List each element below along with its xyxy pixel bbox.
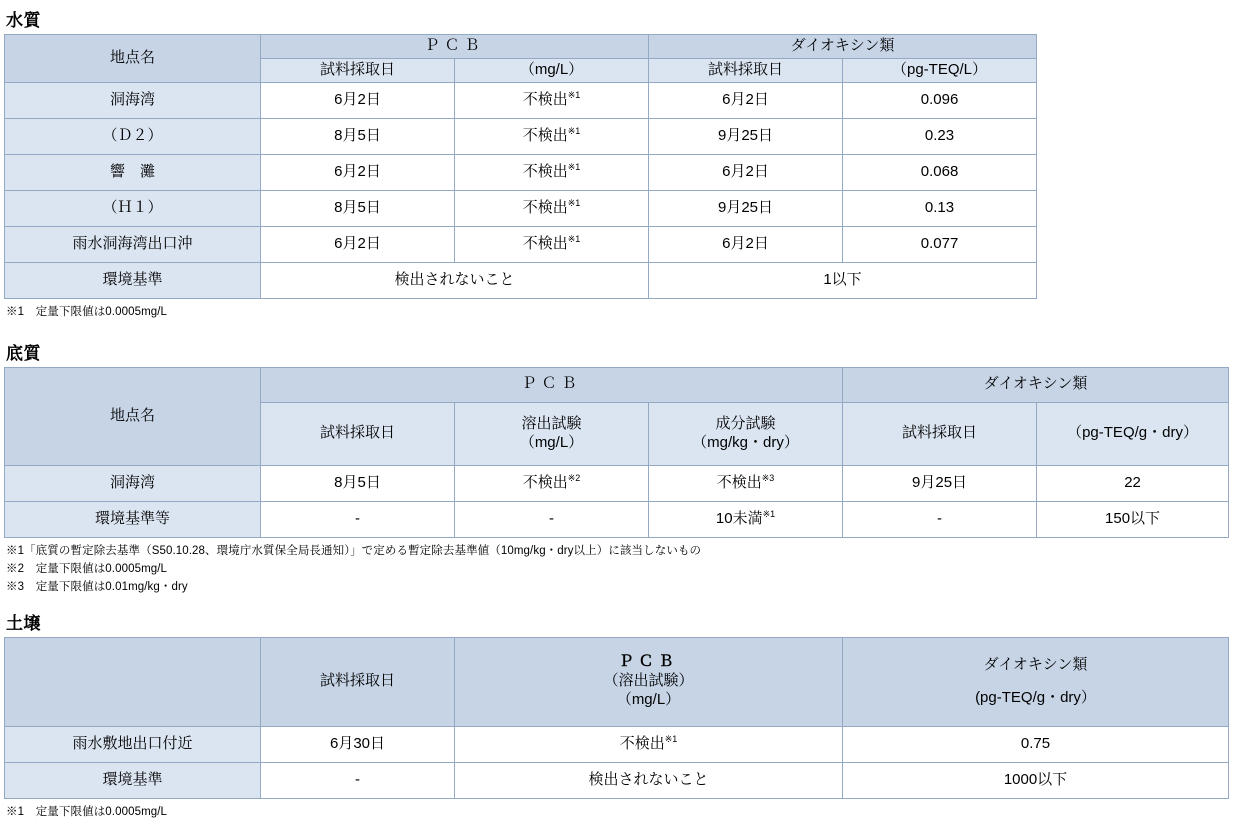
cell-pcb-date: 6月2日 — [261, 154, 455, 190]
note-sediment-3: ※3 定量下限値は0.01mg/kg・dry — [6, 581, 188, 594]
cell-dioxin-value: 0.23 — [843, 118, 1037, 154]
header-content-test — [649, 402, 843, 465]
footnote-marker: ※1 — [567, 233, 581, 244]
cell-dioxin-value: 0.068 — [843, 154, 1037, 190]
row-label-site: 雨水敷地出口付近 — [5, 726, 261, 762]
cell-pcb-value — [455, 154, 649, 190]
cell-standard-date: - — [261, 762, 455, 798]
row-site-code: （Ｈ１） — [102, 198, 163, 216]
cell-standard-pcb: 検出されないこと — [455, 762, 843, 798]
cell-pcb-text: 不検出 — [522, 162, 568, 180]
header-pcb: ＰＣＢ — [261, 35, 649, 59]
header-dioxin-unit: （pg-TEQ/L） — [843, 58, 1037, 82]
header-content-line2: （mg/kg・dry） — [692, 433, 799, 451]
cell-dioxin-date: 9月25日 — [649, 118, 843, 154]
cell-dioxin-date: 6月2日 — [649, 82, 843, 118]
cell-pcb-text: 不検出 — [522, 90, 568, 108]
header-pcb-sample-date: 試料採取日 — [261, 58, 455, 82]
row-label-standard: 環境基準 — [5, 762, 261, 798]
header-dioxin: ダイオキシン類 — [649, 35, 1037, 59]
header-dioxin-line1: ダイオキシン類 — [983, 655, 1088, 673]
table-row-standard — [5, 262, 1037, 298]
header-elution-line2: （mg/L） — [519, 433, 584, 451]
footnote-marker: ※2 — [567, 472, 581, 483]
row-label-site: 洞海湾 — [5, 465, 261, 501]
table-row — [5, 726, 1229, 762]
cell-content-text: 不検出 — [716, 473, 762, 491]
cell-pcb-value — [455, 190, 649, 226]
row-label-standard: 環境基準等 — [5, 501, 261, 537]
cell-pcb-date: 8月5日 — [261, 118, 455, 154]
cell-pcb-text: 不検出 — [619, 734, 665, 752]
cell-dioxin-date: 9月25日 — [843, 465, 1037, 501]
cell-pcb-date: 6月2日 — [261, 82, 455, 118]
table-header-row — [5, 35, 1037, 59]
row-site-name: 洞海湾 — [109, 90, 155, 108]
header-content-line1: 成分試験 — [715, 415, 776, 432]
table-row — [5, 465, 1229, 501]
header-dioxin-sample-date: 試料採取日 — [843, 402, 1037, 465]
cell-standard-content — [649, 501, 843, 537]
footnote-marker: ※1 — [567, 197, 581, 208]
cell-dioxin-value: 22 — [1037, 465, 1229, 501]
header-pcb-unit: （mg/L） — [455, 58, 649, 82]
table-row — [5, 82, 1037, 118]
soil-quality-table — [4, 637, 1229, 799]
cell-standard-elution: - — [455, 501, 649, 537]
cell-pcb-value — [455, 226, 649, 262]
cell-elution-text: 不検出 — [522, 473, 568, 491]
header-dioxin: ダイオキシン類 — [843, 367, 1229, 402]
note-sediment-2: ※2 定量下限値は0.0005mg/L — [6, 563, 168, 575]
cell-dioxin-date: 6月2日 — [649, 226, 843, 262]
table-row-standard — [5, 762, 1229, 798]
section-title-soil: 土壌 — [6, 613, 41, 633]
row-label-site — [5, 82, 261, 118]
footnote-marker: ※1 — [567, 161, 581, 172]
footnote-marker: ※1 — [567, 89, 581, 100]
cell-dioxin-value: 0.13 — [843, 190, 1037, 226]
header-pcb-sample-date: 試料採取日 — [261, 402, 455, 465]
cell-standard-dioxin-date: - — [843, 501, 1037, 537]
header-sample-date: 試料採取日 — [261, 637, 455, 726]
water-quality-table — [4, 34, 1037, 299]
table-header-row — [5, 367, 1229, 402]
cell-pcb-text: 不検出 — [522, 198, 568, 216]
table-row — [5, 190, 1037, 226]
cell-standard-dioxin: 1以下 — [649, 262, 1037, 298]
cell-standard-date: - — [261, 501, 455, 537]
footnote-marker: ※1 — [664, 733, 678, 744]
footnote-marker: ※3 — [761, 472, 775, 483]
header-dioxin — [843, 637, 1229, 726]
table-row — [5, 154, 1037, 190]
row-label-site: 雨水洞海湾出口沖 — [5, 226, 261, 262]
header-site: 地点名 — [5, 35, 261, 83]
header-pcb-line2: （溶出試験） — [603, 672, 694, 690]
cell-dioxin-value: 0.096 — [843, 82, 1037, 118]
cell-standard-dioxin: 1000以下 — [843, 762, 1229, 798]
table-header-row — [5, 637, 1229, 726]
cell-pcb-text: 不検出 — [522, 234, 568, 252]
cell-content-value — [649, 465, 843, 501]
header-dioxin-unit: （pg-TEQ/g・dry） — [1037, 402, 1229, 465]
header-elution-line1: 溶出試験 — [521, 415, 582, 432]
header-site: 地点名 — [5, 367, 261, 465]
row-label-standard: 環境基準 — [5, 262, 261, 298]
cell-pcb-date: 8月5日 — [261, 465, 455, 501]
table-row-standard — [5, 501, 1229, 537]
table-row — [5, 226, 1037, 262]
cell-standard-pcb: 検出されないこと — [261, 262, 649, 298]
section-title-sediment: 底質 — [6, 343, 41, 363]
header-dioxin-line2: (pg-TEQ/g・dry） — [975, 688, 1096, 706]
section-title-water: 水質 — [6, 11, 41, 30]
cell-dioxin-value: 0.75 — [843, 726, 1229, 762]
row-label-site-sub — [5, 190, 261, 226]
note-sediment-1: ※1「底質の暫定除去基準（S50.10.28、環境庁水質保全局長通知）」で定める暫定除去基準値（10mg/kg・dry以上）に該当しないもの — [6, 544, 702, 557]
cell-dioxin-date: 6月2日 — [649, 154, 843, 190]
cell-standard-dioxin: 150以下 — [1037, 501, 1229, 537]
footnote-marker: ※1 — [567, 125, 581, 136]
sediment-quality-table — [4, 367, 1229, 538]
row-label-site — [5, 154, 261, 190]
note-soil-1: ※1 定量下限値は0.0005mg/L — [6, 805, 168, 818]
header-pcb-line3: （mg/L） — [616, 690, 681, 708]
table-row — [5, 118, 1037, 154]
header-site-blank — [5, 637, 261, 726]
row-label-site-sub — [5, 118, 261, 154]
cell-pcb-date: 8月5日 — [261, 190, 455, 226]
cell-pcb-value — [455, 726, 843, 762]
header-pcb: ＰＣＢ — [261, 367, 843, 402]
header-pcb — [455, 637, 843, 726]
note-water-1: ※1 定量下限値は0.0005mg/L — [6, 305, 168, 318]
row-site-code: （Ｄ２） — [102, 126, 163, 144]
header-elution-test — [455, 402, 649, 465]
cell-sample-date: 6月30日 — [261, 726, 455, 762]
cell-standard-content-text: 10未満 — [715, 509, 763, 527]
cell-elution-value — [455, 465, 649, 501]
header-dioxin-sample-date: 試料採取日 — [649, 58, 843, 82]
row-site-name: 響 灘 — [109, 162, 155, 180]
footnote-marker: ※1 — [762, 508, 776, 519]
cell-dioxin-value: 0.077 — [843, 226, 1037, 262]
header-pcb-line1: ＰＣＢ — [618, 653, 679, 671]
cell-pcb-text: 不検出 — [522, 126, 568, 144]
cell-pcb-date: 6月2日 — [261, 226, 455, 262]
cell-dioxin-date: 9月25日 — [649, 190, 843, 226]
cell-pcb-value — [455, 82, 649, 118]
cell-pcb-value — [455, 118, 649, 154]
